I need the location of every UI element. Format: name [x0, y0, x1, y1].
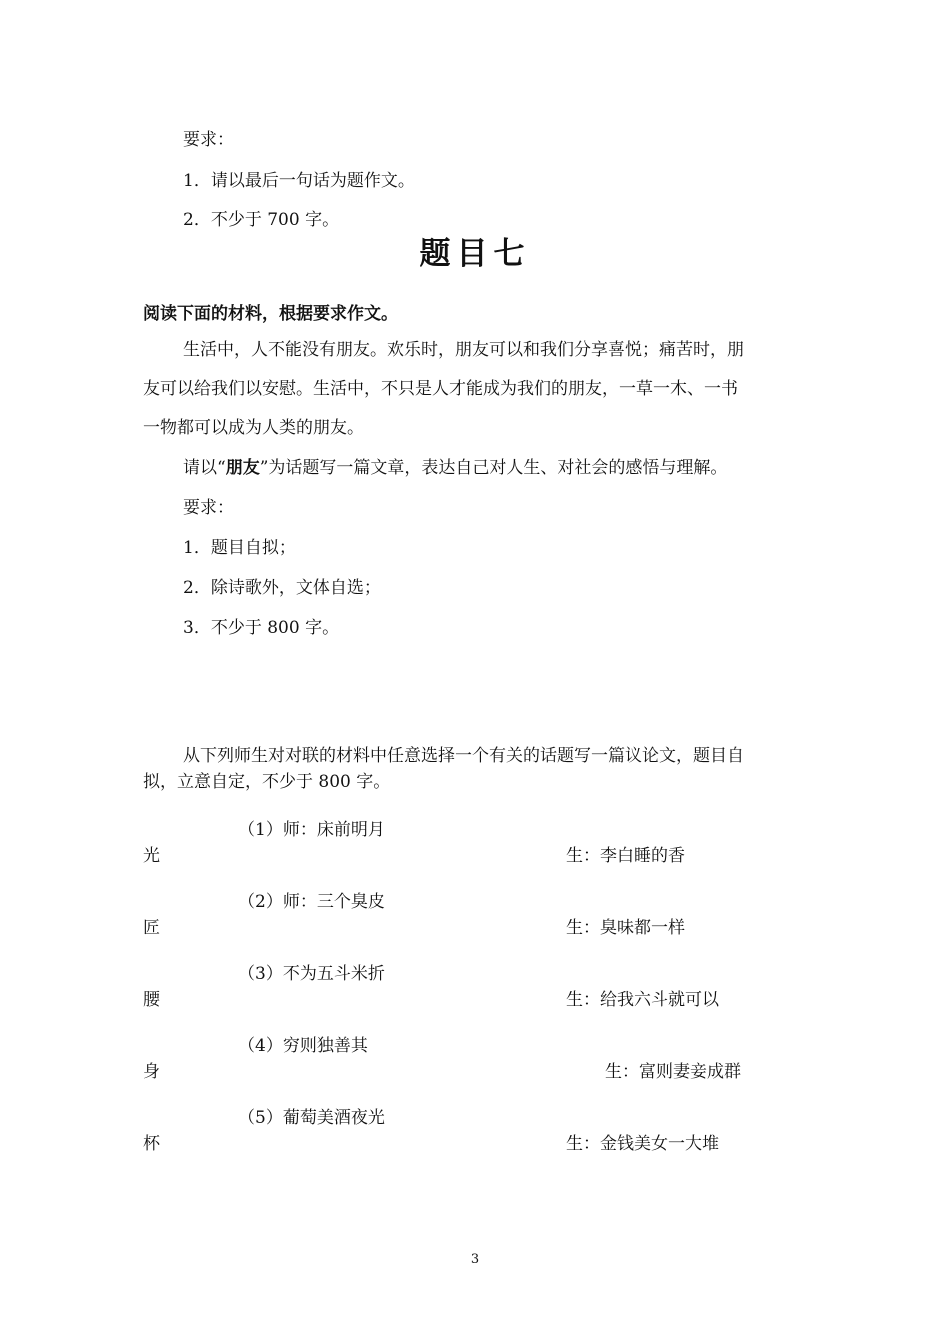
couplet-teacher-4: （4）穷则独善其	[238, 1036, 368, 1056]
prompt-prefix: 请以“	[183, 458, 226, 478]
requirement-item-5: 3．不少于 800 字。	[183, 618, 340, 638]
couplet-tail-4: 身	[143, 1062, 160, 1082]
topic-title: 题目七	[419, 236, 531, 272]
couplet-teacher-1: （1）师：床前明月	[238, 820, 385, 840]
requirement-item-3: 1．题目自拟；	[183, 538, 296, 558]
couplet-teacher-2: （2）师：三个臭皮	[238, 892, 385, 912]
requirements-label-2: 要求：	[183, 498, 234, 518]
page-number: 3	[470, 1252, 480, 1267]
couplet-tail-1: 光	[143, 846, 160, 866]
paragraph-line-3: 一物都可以成为人类的朋友。	[143, 418, 364, 438]
couplet-tail-3: 腰	[143, 990, 160, 1010]
requirement-item-2: 2．不少于 700 字。	[183, 210, 340, 230]
requirement-item-4: 2．除诗歌外，文体自选；	[183, 578, 381, 598]
couplet-student-1: 生：李白睡的香	[566, 846, 685, 866]
couplet-student-3: 生：给我六斗就可以	[566, 990, 719, 1010]
topic-subtitle: 阅读下面的材料，根据要求作文。	[143, 304, 398, 324]
couplet-teacher-5: （5）葡萄美酒夜光	[238, 1108, 385, 1128]
couplet-student-2: 生：臭味都一样	[566, 918, 685, 938]
couplet-student-4: 生：富则妻妾成群	[605, 1062, 741, 1082]
prompt-suffix: ”为话题写一篇文章，表达自己对人生、对社会的感悟与理解。	[259, 458, 728, 478]
couplet-teacher-3: （3）不为五斗米折	[238, 964, 385, 984]
requirements-label-1: 要求：	[183, 130, 234, 150]
paragraph-line-1: 生活中，人不能没有朋友。欢乐时，朋友可以和我们分享喜悦；痛苦时，朋	[183, 340, 744, 360]
prompt-line	[183, 457, 727, 479]
couplet-tail-5: 杯	[143, 1134, 160, 1154]
paragraph-line-2: 友可以给我们以安慰。生活中，不只是人才能成为我们的朋友，一草一木、一书	[143, 379, 738, 399]
couplet-student-5: 生：金钱美女一大堆	[566, 1134, 719, 1154]
intro-line-1: 从下列师生对对联的材料中任意选择一个有关的话题写一篇议论文，题目自	[183, 746, 744, 766]
couplet-tail-2: 匠	[143, 918, 160, 938]
intro-line-2: 拟，立意自定，不少于 800 字。	[143, 772, 391, 792]
requirement-item-1: 1．请以最后一句话为题作文。	[183, 171, 415, 191]
prompt-topic: 朋友	[225, 458, 260, 478]
